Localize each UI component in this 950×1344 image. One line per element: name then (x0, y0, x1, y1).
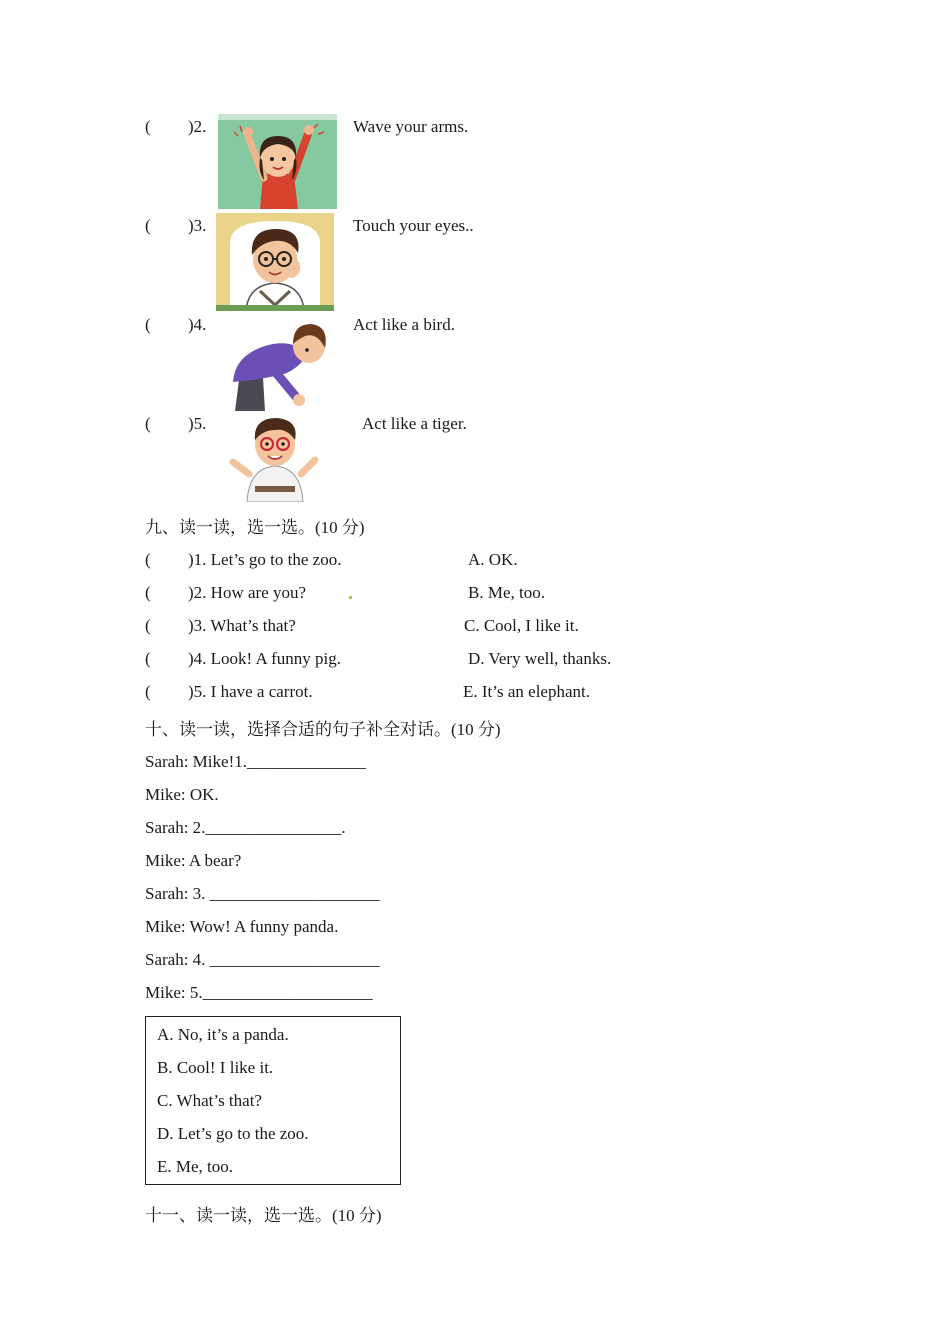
item-number: )5. (188, 414, 207, 433)
answer-options-box (145, 1016, 401, 1185)
answer-option: A. No, it’s a panda. (157, 1025, 289, 1044)
choice-option: B. Me, too. (468, 583, 545, 602)
choice-option: C. Cool, I like it. (464, 616, 579, 635)
answer-paren: ( (145, 414, 151, 433)
dialogue-line: Mike: 5.____________________ (145, 983, 373, 1002)
choice-option: A. OK. (468, 550, 518, 569)
answer-paren: ( (145, 550, 151, 569)
choice-option: E. It’s an elephant. (463, 682, 590, 701)
answer-option: D. Let’s go to the zoo. (157, 1124, 309, 1143)
answer-paren: ( (145, 583, 151, 602)
dialogue-line: Sarah: Mike!1.______________ (145, 752, 366, 771)
instruction-text: Act like a tiger. (362, 414, 467, 433)
boy-touching-eyes-picture (216, 213, 334, 311)
question-text: )2. How are you? (188, 583, 307, 602)
answer-option: E. Me, too. (157, 1157, 234, 1176)
instruction-text: Wave your arms. (353, 117, 469, 136)
item-number: )2. (188, 117, 207, 136)
answer-paren: ( (145, 216, 151, 235)
answer-paren: ( (145, 315, 151, 334)
dialogue-line: Mike: OK. (145, 785, 219, 804)
question-text: )4. Look! A funny pig. (188, 649, 341, 668)
item-number: )3. (188, 216, 207, 235)
answer-paren: ( (145, 682, 151, 701)
question-text: )5. I have a carrot. (188, 682, 313, 701)
dialogue-line: Mike: Wow! A funny panda. (145, 917, 339, 936)
section-11-heading: 十一、读一读，选一选。(10 分) (145, 1206, 382, 1225)
dialogue-line: Sarah: 3. ____________________ (145, 884, 380, 903)
choice-option: D. Very well, thanks. (468, 649, 612, 668)
dialogue-line: Mike: A bear? (145, 851, 242, 870)
stray-mark (349, 596, 352, 599)
dialogue-line: Sarah: 2.________________. (145, 818, 346, 837)
answer-paren: ( (145, 616, 151, 635)
girl-waving-arms-picture (218, 114, 337, 209)
section-9-heading: 九、读一读，选一选。(10 分) (145, 518, 365, 537)
boy-bending-over-picture (213, 318, 331, 411)
answer-paren: ( (145, 649, 151, 668)
dialogue-line: Sarah: 4. ____________________ (145, 950, 380, 969)
answer-option: B. Cool! I like it. (157, 1058, 274, 1077)
boy-acting-like-tiger-picture (219, 412, 330, 502)
item-number: )4. (188, 315, 207, 334)
answer-paren: ( (145, 117, 151, 136)
question-text: )1. Let’s go to the zoo. (188, 550, 342, 569)
section-10-heading: 十、读一读，选择合适的句子补全对话。(10 分) (145, 720, 501, 739)
instruction-text: Act like a bird. (353, 315, 455, 334)
question-text: )3. What’s that? (188, 616, 296, 635)
answer-option: C. What’s that? (157, 1091, 262, 1110)
instruction-text: Touch your eyes.. (353, 216, 474, 235)
